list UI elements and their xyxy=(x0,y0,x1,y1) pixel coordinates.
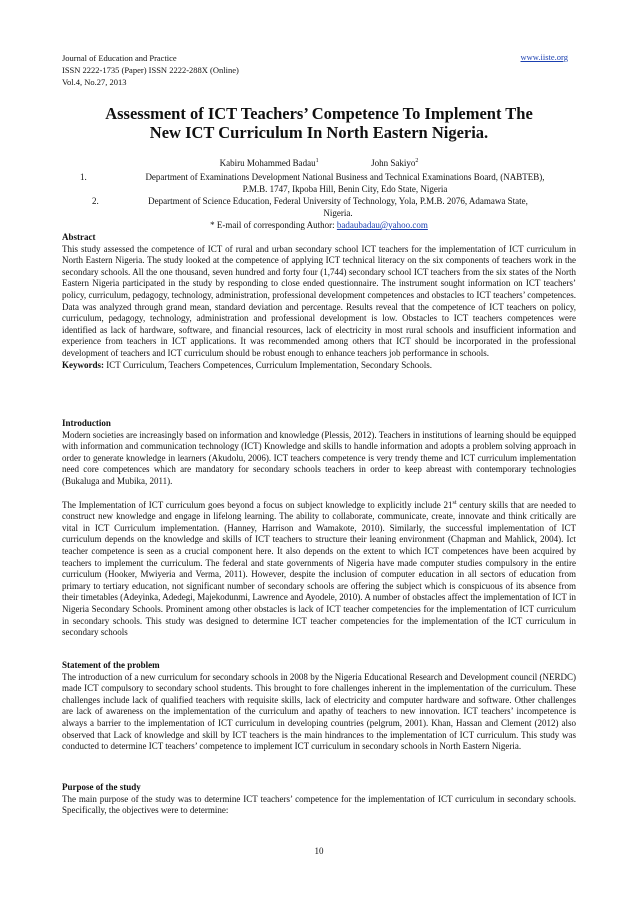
keywords-label: Keywords: xyxy=(62,359,107,370)
intro-p2-rest: century skills that are needed to construct new knowledge and engage in lifelong learning. The ability to collaborate, communicate, create, innovate and think critically are vital in ICT Curriculum implementation. (Hanney, Harrison and Wamakote, 2010). Similarly, the successful implementation of ICT curriculum depends on the knowledge and skills of ICT teachers to structure their leaning environment (Chapman and Mahlick, 2004). Ict teacher competence is seen as a crucial component here. It also depends on the extent to which ICT competences have been acquired by teachers to implement the curriculum. The federal and state governments of Nigeria have made computer studies compulsory in the entire curriculum (Hooker, Mwiyeria and Verma, 2011). However, despite the inclusion of computer education in all sectors of education from primary to tertiary education, not significant number of secondary schools are offering the subject which is conspicuous of its absence from their timetables (Adeyinka, Adedegi, Majekodunmi, Lawrence and Ayodele, 2010). A number of obstacles affect the implementation of ICT in Nigeria Secondary Schools. Prominent among other obstacles is lack of ICT teacher competencies for the implementation of ICT curriculum in secondary schools. This study was designed to determine ICT teacher competencies for the implementation of the ICT curriculum in secondary schools xyxy=(62,499,576,638)
affiliation-2-line-1: Department of Science Education, Federal University of Technology, Yola, P.M.B. 2076, Adamawa State, xyxy=(148,196,528,206)
affiliation-2-number: 2. xyxy=(92,196,99,206)
intro-p2-start: The Implementation of ICT curriculum goes beyond a focus on subject knowledge to explicitly include 21 xyxy=(62,499,453,510)
abstract-section xyxy=(62,232,576,371)
affiliation-1-line-2: P.M.B. 1747, Ikpoba Hill, Benin City, Edo State, Nigeria xyxy=(242,184,448,194)
statement-heading: Statement of the problem xyxy=(62,660,160,670)
purpose-heading: Purpose of the study xyxy=(62,782,141,792)
page-number: 10 xyxy=(314,846,324,856)
journal-issn: ISSN 2222-1735 (Paper) ISSN 2222-288X (Online) xyxy=(62,65,239,75)
affiliation-2 xyxy=(92,195,562,221)
author-1-sup: 1 xyxy=(315,158,319,164)
introduction-heading: Introduction xyxy=(62,418,111,428)
affiliation-2-text xyxy=(114,195,562,219)
statement-text: The introduction of a new curriculum for secondary schools in 2008 by the Nigeria Educational Research and Development council (NERDC) made ICT compulsory to secondary school students. This brought to fore challenges inherent in the implementation of the curriculum. These challenges include lack of qualified teachers with requisite skills, lack of electricity and computer hardware and software. Other challenges are lack of awareness on the implementation of the curriculum and apathy of teachers to new innovation. ICT teachers’ incompetence is always a barrier to the implementation of ICT curriculum in developing countries (pelgrum, 2001). Khan, Hassan and Clement (2012) also observed that Lack of knowledge and skill by ICT teachers is the main hindrances to the implementation of ICT curriculum. This study was conducted to determine ICT teachers’ competence to implement ICT curriculum in secondary schools in North Eastern Nigeria. xyxy=(62,671,576,752)
abstract-text: This study assessed the competence of ICT of rural and urban secondary school ICT teachers for the implementation of ICT curriculum in North Eastern Nigeria. The study looked at the competence of applying ICT technical literacy on the six components of teachers work in the secondary schools. All the one thousand, seven hundred and forty four (1,744) secondary school ICT teachers from the six states of the North Eastern Nigeria participated in the study by responding to close ended questionnaire. The instrument sought information on ICT teachers’ policy, curriculum, pedagogy, technology, administration, professional development competences and obstacles to ICT teachers’ competences. Data was analyzed through grand mean, standard deviation and percentage. Results reveal that the competence of ICT teachers on policy, curriculum, pedagogy, technology, administration and professional development is low. Obstacles to ICT teachers competences were identified as lack of hardware, software, and financial resources, lack of electricity in most rural schools and insufficient information and experience from teachers in ICT applications. It was recommended among others that ICT should be incorporated in the professional development of teachers and ICT curriculum should be robust enough to enhance teachers job performance in schools. xyxy=(62,243,576,358)
paper-title xyxy=(62,104,576,142)
affiliation-1-line-1: Department of Examinations Development National Business and Technical Examinations Board, (NABTEB), xyxy=(145,172,545,182)
intro-p2-sup: st xyxy=(452,499,457,506)
journal-volume: Vol.4, No.27, 2013 xyxy=(62,77,127,87)
purpose-text: The main purpose of the study was to determine ICT teachers’ competence for the implementation of ICT curriculum in secondary schools. Specifically, the objectives were to determine: xyxy=(62,793,576,816)
introduction-paragraph-1: Modern societies are increasingly based on information and knowledge (Plessis, 2012). Teachers in institutions of learning should be equipped with information and communication technology (ICT) Knowledge and skills to handle information and adopts a problem solving approach in order to generate knowledge in learners (Akudolu, 2006). ICT teachers competence is very trendy theme and ICT curriculum implementation need core competences which are mandatory for secondary schools teachers in order to keep abreast with contemporary technologies (Bukaluga and Mubika, 2011). xyxy=(62,429,576,486)
affiliation-2-line-2: Nigeria. xyxy=(323,208,353,218)
author-1: Kabiru Mohammed Badau xyxy=(219,158,316,168)
keywords-text: ICT Curriculum, Teachers Competences, Curriculum Implementation, Secondary Schools. xyxy=(106,359,432,370)
journal-url-link[interactable]: www.iiste.org xyxy=(520,52,568,62)
email-label: * E-mail of corresponding Author: xyxy=(210,220,337,230)
statement-section xyxy=(62,660,576,753)
corresponding-email xyxy=(62,219,576,231)
author-2: John Sakiyo xyxy=(371,158,416,168)
abstract-heading: Abstract xyxy=(62,232,96,242)
affiliation-1 xyxy=(80,171,580,197)
introduction-paragraph-2 xyxy=(62,498,576,639)
purpose-section xyxy=(62,782,576,817)
journal-name: Journal of Education and Practice xyxy=(62,53,177,63)
affiliation-1-text xyxy=(110,171,580,195)
title-line-2: New ICT Curriculum In North Eastern Nigeria. xyxy=(149,123,489,142)
email-link[interactable]: badaubadau@yahoo.com xyxy=(336,220,428,230)
title-line-1: Assessment of ICT Teachers’ Competence To Implement The xyxy=(105,104,533,123)
introduction-section xyxy=(62,418,576,639)
journal-header xyxy=(62,52,239,88)
affiliation-1-number: 1. xyxy=(80,172,87,182)
author-2-sup: 2 xyxy=(415,158,419,164)
authors-line xyxy=(62,155,576,169)
